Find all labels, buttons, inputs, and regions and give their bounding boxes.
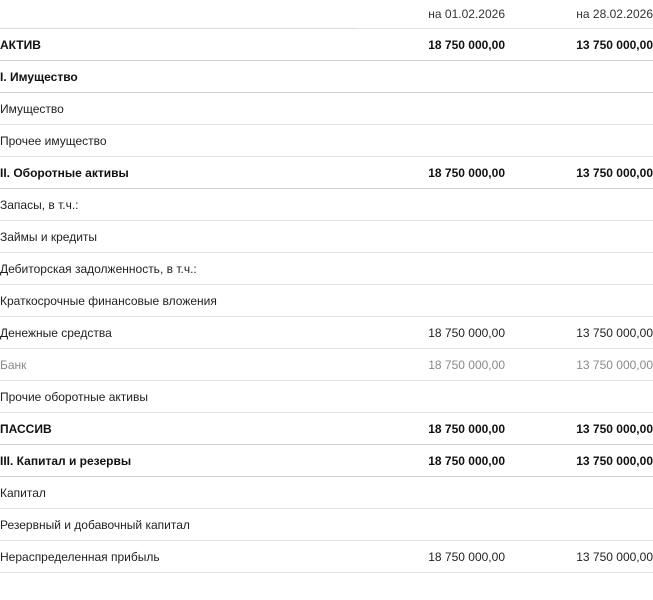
table-row[interactable] [0,221,653,253]
row-label: Займы и кредиты [0,221,357,253]
row-value-period-1 [357,285,505,317]
table-row[interactable] [0,157,653,189]
row-value-period-2 [505,61,653,93]
row-value-period-2: 13 750 000,00 [505,29,653,61]
table-row[interactable] [0,541,653,573]
row-label: I. Имущество [0,61,357,93]
row-value-period-1: 18 750 000,00 [357,413,505,445]
table-header [0,0,653,29]
row-value-period-1 [357,125,505,157]
row-value-period-1 [357,509,505,541]
row-value-period-2 [505,189,653,221]
row-value-period-2: 13 750 000,00 [505,157,653,189]
row-value-period-1: 18 750 000,00 [357,29,505,61]
row-value-period-2: 13 750 000,00 [505,445,653,477]
row-value-period-1 [357,221,505,253]
column-header-period-1: на 01.02.2026 [357,0,505,29]
table-row[interactable] [0,189,653,221]
row-value-period-2: 13 750 000,00 [505,541,653,573]
row-value-period-2 [505,221,653,253]
table-row[interactable] [0,445,653,477]
table-row[interactable] [0,125,653,157]
row-label: АКТИВ [0,29,357,61]
column-header-name [0,0,357,29]
row-label: Банк [0,349,357,381]
row-value-period-2 [505,253,653,285]
row-label: Нераспределенная прибыль [0,541,357,573]
row-value-period-1: 18 750 000,00 [357,157,505,189]
row-label: III. Капитал и резервы [0,445,357,477]
row-value-period-2: 13 750 000,00 [505,349,653,381]
table-row[interactable] [0,93,653,125]
column-header-period-2: на 28.02.2026 [505,0,653,29]
table-row[interactable] [0,285,653,317]
row-label: Прочие оборотные активы [0,381,357,413]
row-value-period-1: 18 750 000,00 [357,317,505,349]
row-value-period-2 [505,93,653,125]
table-row[interactable] [0,349,653,381]
table-body [0,29,653,573]
row-value-period-2 [505,125,653,157]
row-value-period-1 [357,381,505,413]
table-row[interactable] [0,61,653,93]
row-label: Краткосрочные финансовые вложения [0,285,357,317]
row-label: II. Оборотные активы [0,157,357,189]
row-value-period-1: 18 750 000,00 [357,349,505,381]
table-row[interactable] [0,413,653,445]
row-value-period-2: 13 750 000,00 [505,317,653,349]
row-value-period-1 [357,93,505,125]
row-label: Запасы, в т.ч.: [0,189,357,221]
row-value-period-1: 18 750 000,00 [357,541,505,573]
row-value-period-2 [505,477,653,509]
row-value-period-2 [505,509,653,541]
row-label: Дебиторская задолженность, в т.ч.: [0,253,357,285]
row-value-period-1 [357,189,505,221]
table-row[interactable] [0,477,653,509]
row-label: Прочее имущество [0,125,357,157]
row-value-period-2 [505,285,653,317]
row-label: Капитал [0,477,357,509]
row-value-period-2: 13 750 000,00 [505,413,653,445]
table-row[interactable] [0,317,653,349]
table-row[interactable] [0,253,653,285]
table-header-row [0,0,653,29]
row-value-period-1: 18 750 000,00 [357,445,505,477]
row-value-period-1 [357,61,505,93]
table-row[interactable] [0,381,653,413]
row-value-period-2 [505,381,653,413]
row-label: ПАССИВ [0,413,357,445]
row-value-period-1 [357,253,505,285]
table-row[interactable] [0,509,653,541]
table-row[interactable] [0,29,653,61]
row-label: Имущество [0,93,357,125]
row-label: Денежные средства [0,317,357,349]
row-value-period-1 [357,477,505,509]
row-label: Резервный и добавочный капитал [0,509,357,541]
